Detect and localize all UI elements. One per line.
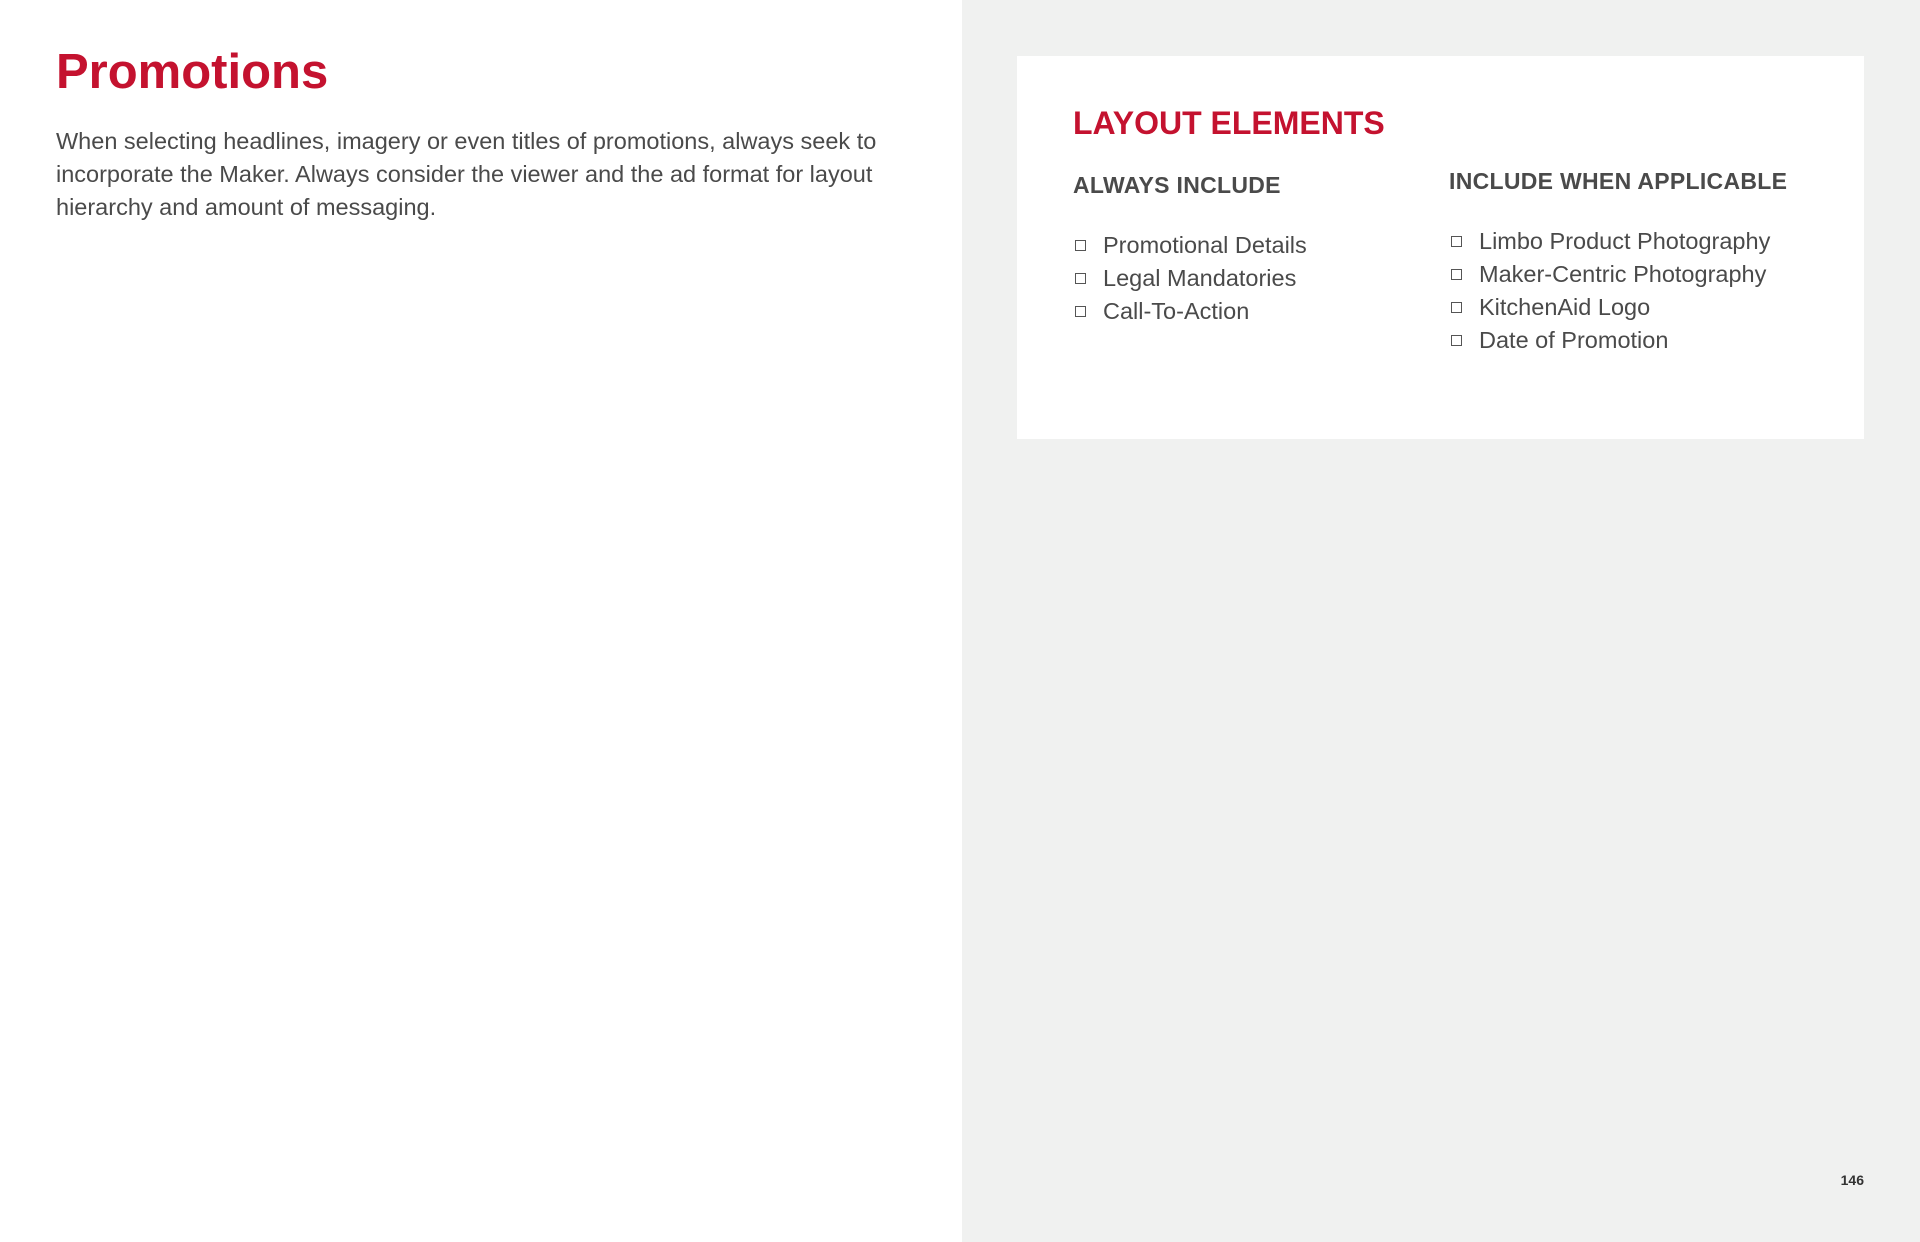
page-title: Promotions — [56, 45, 329, 99]
list-item-label: KitchenAid Logo — [1479, 294, 1651, 320]
list-item-label: Call-To-Action — [1103, 298, 1250, 324]
list-item — [1449, 258, 1849, 291]
checkbox-icon — [1451, 236, 1462, 247]
list-item-label: Maker-Centric Photography — [1479, 261, 1767, 287]
list-item — [1073, 229, 1413, 262]
list-item-label: Promotional Details — [1103, 232, 1307, 258]
checkbox-icon — [1075, 240, 1086, 251]
checkbox-icon — [1075, 306, 1086, 317]
right-page — [962, 0, 1920, 1242]
checkbox-icon — [1451, 269, 1462, 280]
list-item-label: Legal Mandatories — [1103, 265, 1297, 291]
always-include-column — [1073, 172, 1413, 328]
card-title: LAYOUT ELEMENTS — [1073, 105, 1385, 141]
checkbox-icon — [1451, 335, 1462, 346]
always-include-list — [1073, 229, 1413, 328]
list-item — [1449, 225, 1849, 258]
checkbox-icon — [1075, 273, 1086, 284]
page-number: 146 — [1840, 1172, 1864, 1188]
list-item — [1073, 295, 1413, 328]
intro-paragraph: When selecting headlines, imagery or even titles of promotions, always seek to incorporate the Maker. Always consider the viewer and the ad format for layout hierarchy and amount of messaging. — [56, 128, 877, 220]
list-item-label: Date of Promotion — [1479, 327, 1669, 353]
list-item — [1449, 324, 1849, 357]
include-when-applicable-column — [1449, 168, 1849, 357]
list-item — [1073, 262, 1413, 295]
include-when-applicable-list — [1449, 225, 1849, 357]
list-item-label: Limbo Product Photography — [1479, 228, 1771, 254]
list-item — [1449, 291, 1849, 324]
include-when-applicable-heading: INCLUDE WHEN APPLICABLE — [1449, 168, 1788, 194]
always-include-heading: ALWAYS INCLUDE — [1073, 172, 1281, 198]
checkbox-icon — [1451, 302, 1462, 313]
layout-elements-card — [1017, 56, 1864, 439]
